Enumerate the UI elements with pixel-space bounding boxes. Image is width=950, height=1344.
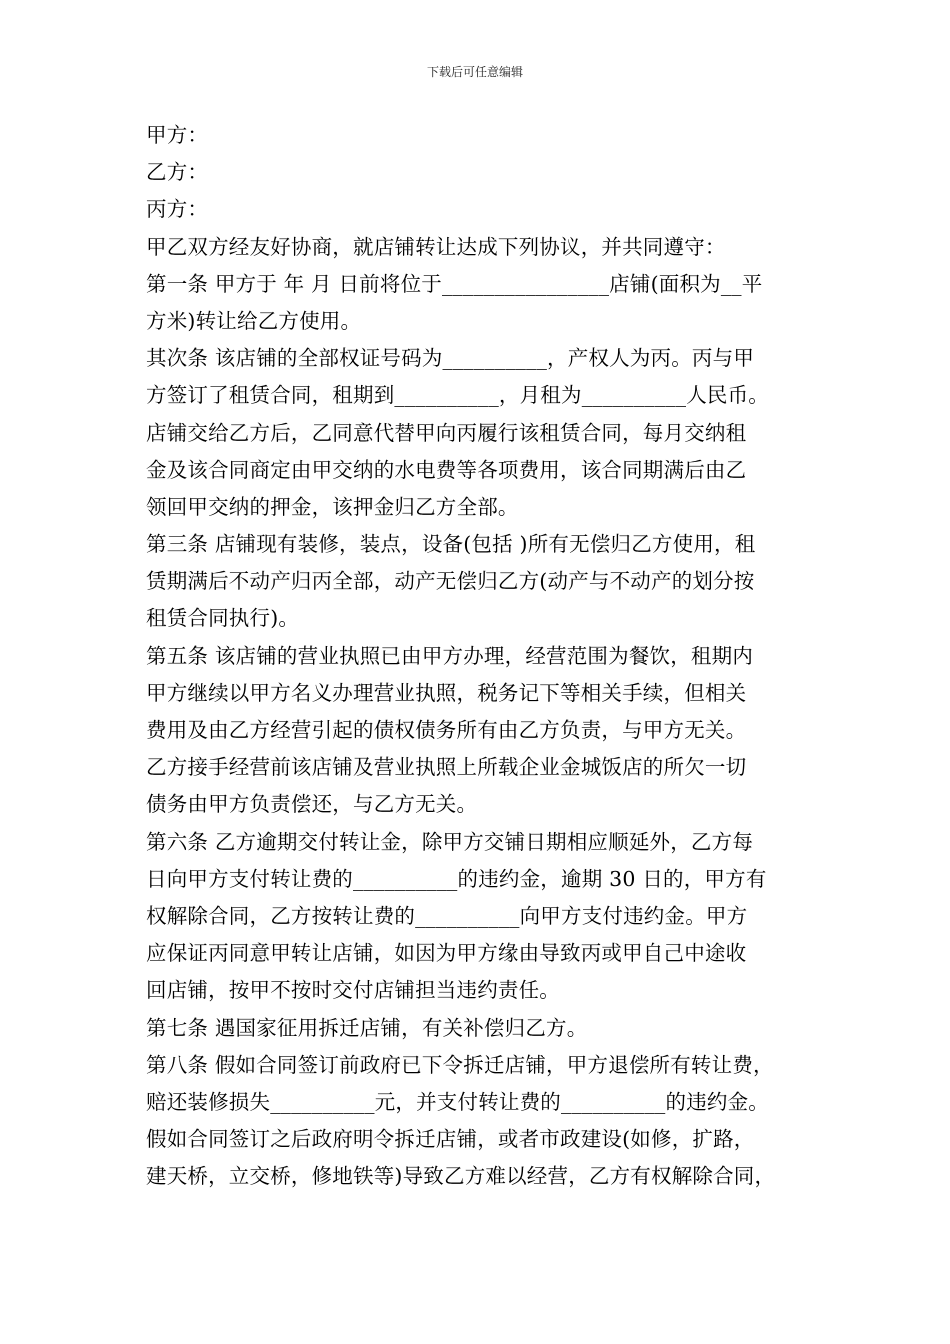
article-6-line-2: 日向甲方支付转让费的__________的违约金，逾期 30 日的，甲方有 (146, 866, 767, 891)
party-b-line: 乙方： (146, 160, 209, 185)
article-8-line-3: 假如合同签订之后政府明令拆迁店铺，或者市政建设(如修，扩路， (146, 1127, 755, 1152)
article-5-line-3: 费用及由乙方经营引起的债权债务所有由乙方负责，与甲方无关。 (146, 718, 747, 742)
article-7-line-1: 第七条 遇国家征用拆迁店铺，有关补偿归乙方。 (146, 1015, 588, 1040)
article-3-line-1: 第三条 店铺现有装修，装点，设备(包括 )所有无偿归乙方使用，租 (146, 532, 756, 557)
article-5-line-4: 乙方接手经营前该店铺及营业执照上所载企业金城饭店的所欠一切 (146, 755, 747, 780)
article-5-line-2: 甲方继续以甲方名义办理营业执照，税务记下等相关手续，但相关 (146, 680, 747, 705)
article-6-line-4: 应保证丙同意甲转让店铺，如因为甲方缘由导致丙或甲自己中途收 (146, 941, 747, 966)
article-2-line-3: 店铺交给乙方后，乙同意代替甲向丙履行该租赁合同，每月交纳租 (146, 420, 747, 445)
agreement-body (146, 117, 836, 1195)
article-2-line-5: 领回甲交纳的押金，该押金归乙方全部。 (146, 494, 519, 519)
article-1-line-1: 第一条 甲方于 年 月 日前将位于________________店铺(面积为__平 (146, 271, 763, 296)
article-6-line-5: 回店铺，按甲不按时交付店铺担当违约责任。 (146, 978, 560, 1003)
party-a-line: 甲方： (146, 123, 209, 147)
article-1-line-2: 方米)转让给乙方使用。 (146, 308, 362, 333)
article-8-line-4: 建天桥，立交桥，修地铁等)导致乙方难以经营，乙方有权解除合同， (146, 1164, 776, 1189)
article-5-line-5: 债务由甲方负责偿还，与乙方无关。 (146, 792, 478, 817)
article-6-line-1: 第六条 乙方逾期交付转让金，除甲方交铺日期相应顺延外，乙方每 (146, 829, 754, 854)
article-2-line-4: 金及该合同商定由甲交纳的水电费等各项费用，该合同期满后由乙 (146, 457, 747, 482)
page-header-note: 下载后可任意编辑 (426, 65, 523, 79)
article-8-line-2: 赔还装修损失__________元，并支付转让费的__________的违约金。 (146, 1089, 769, 1114)
article-5-line-1: 第五条 该店铺的营业执照已由甲方办理，经营范围为餐饮，租期内 (146, 643, 754, 668)
article-3-line-3: 租赁合同执行)。 (146, 606, 300, 631)
party-c-line: 丙方： (146, 197, 209, 222)
preamble-line: 甲乙双方经友好协商，就店铺转让达成下列协议，并共同遵守： (146, 234, 726, 259)
article-2-line-1: 其次条 该店铺的全部权证号码为__________，产权人为丙。丙与甲 (146, 346, 755, 371)
article-6-line-3: 权解除合同，乙方按转让费的__________向甲方支付违约金。甲方 (146, 903, 748, 928)
article-3-line-2: 赁期满后不动产归丙全部，动产无偿归乙方(动产与不动产的划分按 (146, 569, 755, 594)
article-8-line-1: 第八条 假如合同签订前政府已下令拆迁店铺，甲方退偿所有转让费， (146, 1052, 774, 1077)
article-2-line-2: 方签订了租赁合同，租期到__________，月租为__________人民币。 (146, 383, 769, 408)
